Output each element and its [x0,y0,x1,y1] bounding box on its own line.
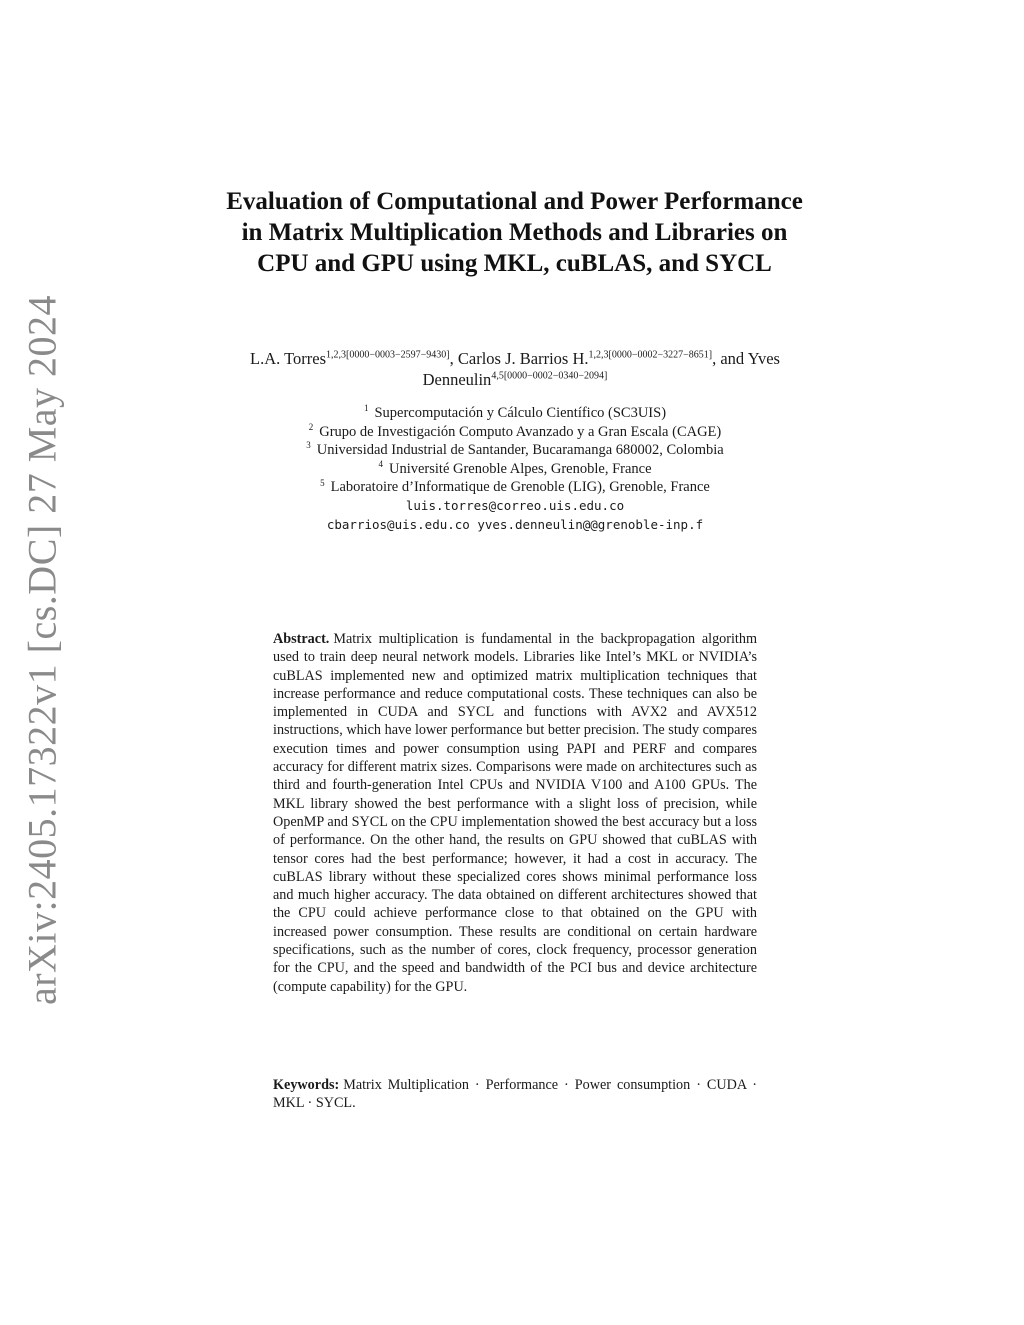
affiliation-number: 5 [320,477,325,488]
affiliation-item [215,441,815,460]
paper-title: Evaluation of Computational and Power Performance in Matrix Multiplication Methods and Libraries on CPU and GPU using MKL, cuBLAS, and SYCL [226,188,803,277]
email-line: cbarrios@uis.edu.co yves.denneulin@@grenoble-inp.f [326,516,704,532]
affiliation-text: Supercomputación y Cálculo Científico (SC3UIS) [374,405,667,421]
author-name: Carlos J. Barrios H. [457,349,589,368]
author-name: L.A. Torres [250,349,327,368]
affiliation-list [215,404,815,534]
author-affiliation-sup: 1,2,3[0000−0002−3227−8651] [588,349,713,361]
affiliation-number: 3 [306,440,311,451]
author-name: Yves Denneulin [422,349,780,389]
author-list [215,348,815,390]
affiliation-number: 2 [308,421,314,432]
arxiv-side-stamp [12,294,72,1006]
author-affiliation-sup: 4,5[0000−0002−0340−2094] [491,370,608,382]
author-separator: , [449,349,458,368]
keywords-label: Keywords: [273,1077,340,1093]
affiliation-text: Universidad Industrial de Santander, Bucaramanga 680002, Colombia [316,442,724,459]
author-affiliation-sup: 1,2,3[0000−0003−2597−9430] [326,349,450,361]
affiliation-item [215,423,815,442]
keywords-text: Matrix Multiplication · Performance · Power consumption · CUDA · MKL · SYCL. [273,1077,757,1112]
affiliation-item [215,404,815,423]
abstract-label: Abstract. [273,631,330,647]
affiliation-text: Grupo de Investigación Computo Avanzado y a Gran Escala (CAGE) [319,423,722,440]
affiliation-number: 4 [378,458,383,469]
abstract-text: Matrix multiplication is fundamental in the backpropagation algorithm used to train deep neural network models. Libraries like Intel’s MKL or NVIDIA’s cuBLAS implemented new and optimized matrix multiplication techniques that increase performance and reduce computational costs. These techniques can also be implemented in CUDA and SYCL and functions with AVX2 and AVX512 instructions, which have lower performance but better precision. The study compares execution times and power consumption using PAPI and PERF and compares accuracy for different matrix sizes. Comparisons were made on architectures such as third and fourth-generation Intel CPUs and NVIDIA V100 and A100 GPUs. The MKL library showed the best performance with a slight loss of precision, while OpenMP and SYCL on the CPU implementation showed the best accuracy but a loss of performance. On the other hand, the results on GPU showed that cuBLAS with tensor cores had the best performance; however, it had a cost in accuracy. The cuBLAS library without these specialized cores shows minimal performance loss and much higher accuracy. The data obtained on different architectures showed that the CPU could achieve performance close to that obtained on the GPU with increased power consumption. These results are conditional on certain hardware specifications, such as the number of cores, clock frequency, processor generation for the CPU, and the speed and bandwidth of the PCI bus and device architecture (compute capability) for the GPU. [273,631,757,995]
arxiv-identifier: arXiv:2405.17322v1 [cs.DC] 27 May 2024 [19,294,65,1006]
affiliation-text: Université Grenoble Alpes, Grenoble, France [388,460,652,477]
author-separator: , and [712,349,748,368]
affiliation-number: 1 [363,403,369,414]
affiliation-item [215,478,815,497]
affiliation-text: Laboratoire d’Informatique de Grenoble (LIG), Grenoble, France [330,479,710,496]
email-line: luis.torres@correo.uis.edu.co [405,497,625,513]
affiliation-item [215,460,815,479]
abstract-block [273,630,757,996]
keywords-block [273,1076,757,1113]
